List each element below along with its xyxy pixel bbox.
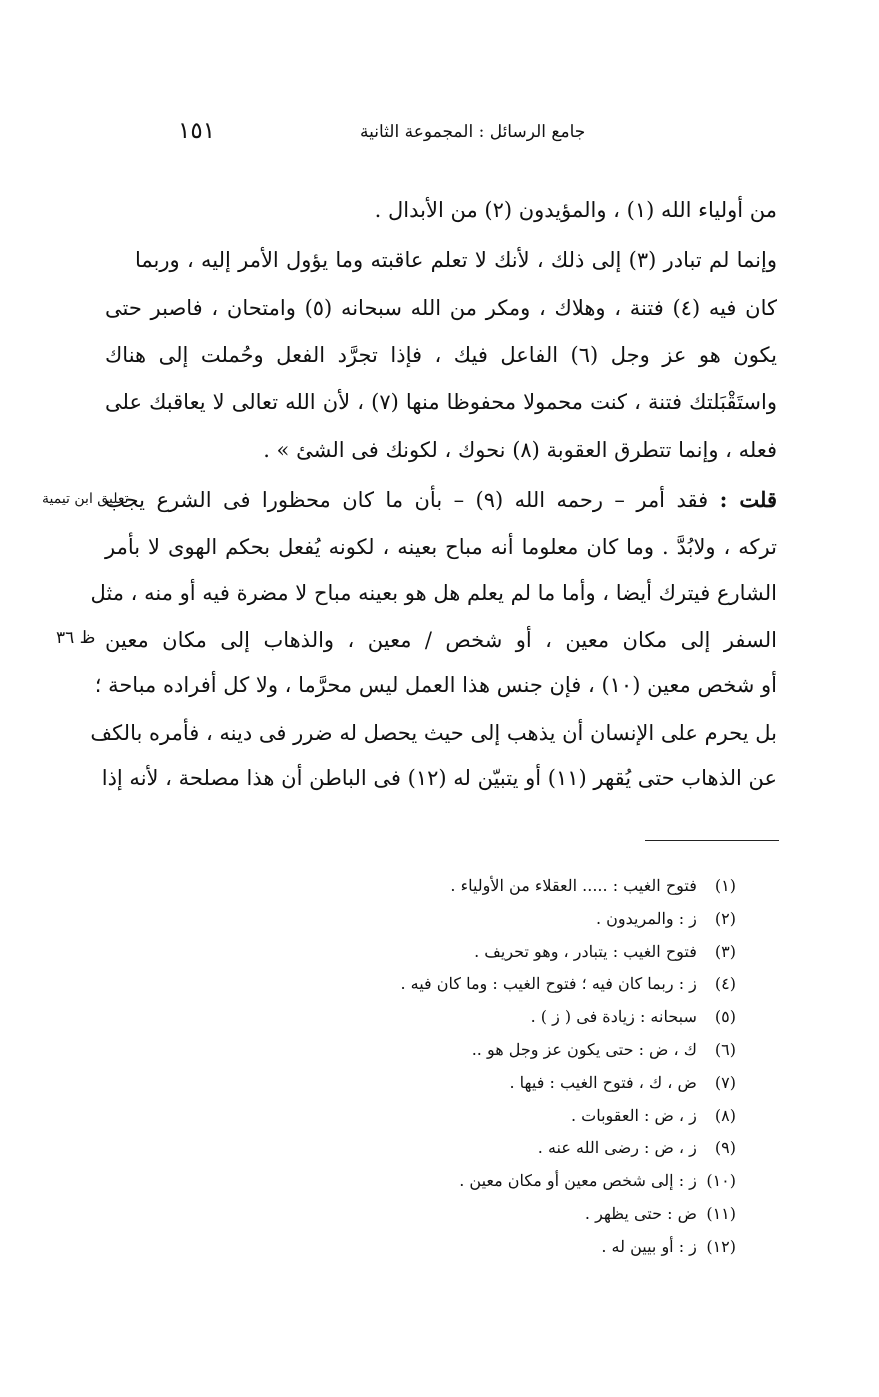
running-title: جامع الرسائل : المجموعة الثانية	[360, 122, 586, 142]
body-line: أو شخص معين (١٠) ، فإن جنس هذا العمل ليس محرَّما ، ولا كل أفراده مباحة ؛	[94, 673, 777, 697]
footnote-number: (١٢)	[706, 1236, 736, 1256]
footnote	[316, 1165, 736, 1198]
footnote-text: سبحانه : زيادة فى ( ز ) .	[530, 1007, 697, 1027]
running-head	[0, 118, 879, 148]
footnote-number: (٤)	[714, 974, 736, 994]
margin-manuscript-ref: ظ ٣٦	[56, 628, 96, 648]
footnote	[316, 1100, 736, 1133]
page-number: ١٥١	[178, 118, 216, 144]
footnote-text: ز : إلى شخص معين أو مكان معين .	[459, 1171, 697, 1191]
footnote	[316, 936, 736, 969]
footnotes	[316, 870, 736, 1264]
margin-commentary-note: تعليق ابن تيمية	[42, 491, 129, 507]
footnote-number: (٣)	[714, 941, 736, 961]
footnote-text: فتوح الغيب : ..... العقلاء من الأولياء .	[450, 876, 697, 895]
footnote	[316, 870, 736, 903]
body-line: عن الذهاب حتى يُقهر (١١) أو يتبيّن له (١٢) فى الباطن أن هذا مصلحة ، لأنه إذا	[101, 766, 777, 790]
lead-word: قلت :	[719, 487, 778, 512]
footnote	[316, 1231, 736, 1264]
footnote-text: ز : ربما كان فيه ؛ فتوح الغيب : وما كان فيه .	[400, 974, 697, 994]
footnote-text: ض ، ك ، فتوح الغيب : فيها .	[509, 1072, 697, 1092]
body-line: وإنما لم تبادر (٣) إلى ذلك ، لأنك لا تعلم عاقبته وما يؤول الأمر إليه ، وربما	[135, 248, 777, 272]
footnote	[316, 1132, 736, 1165]
body-line: فعله ، وإنما تتطرق العقوبة (٨) نحوك ، لكونك فى الشئ » .	[263, 438, 777, 462]
footnote-number: (٥)	[714, 1007, 736, 1027]
footnote-text: فتوح الغيب : يتبادر ، وهو تحريف .	[474, 941, 697, 961]
footnote-number: (١)	[714, 876, 736, 895]
footnote-text: ز ، ض : رضى الله عنه .	[537, 1138, 697, 1158]
footnote-number: (١١)	[706, 1203, 736, 1223]
footnote-text: ض : حتى يظهر .	[584, 1203, 697, 1223]
footnote-number: (٨)	[714, 1105, 736, 1125]
footnote	[316, 1067, 736, 1100]
footnote	[316, 903, 736, 936]
body-line: تركه ، ولابُدَّ . وما كان معلوما أنه مباح بعينه ، لكونه يُفعل بحكم الهوى لا بأمر	[105, 535, 777, 559]
footnote	[316, 1034, 736, 1067]
footnote-number: (٧)	[714, 1072, 736, 1092]
body-line: يكون هو عز وجل (٦) الفاعل فيك ، فإذا تجرَّد الفعل وحُملت إلى هناك	[105, 343, 777, 367]
footnote-text: ك ، ض : حتى يكون عز وجل هو ..	[471, 1039, 697, 1059]
footnote-text: ز ، ض : العقوبات .	[570, 1105, 697, 1125]
footnote-text: ز : والمريدون .	[595, 908, 697, 928]
footnote	[316, 1198, 736, 1231]
body-line: الشارع فيترك أيضا ، وأما ما لم يعلم هل هو بعينه مباح لا مضرة فيه أو منه ، مثل	[90, 581, 777, 605]
footnote-number: (٢)	[714, 908, 736, 928]
body-line	[105, 480, 777, 520]
footnote-text: ز : أو بيين له .	[601, 1236, 697, 1256]
footnote-separator	[645, 840, 779, 841]
footnote-number: (٦)	[714, 1039, 736, 1059]
footnote	[316, 968, 736, 1001]
body-line: واستَقْبَلتك فتنة ، كنت محمولا محفوظا منها (٧) ، لأن الله تعالى لا يعاقبك على	[105, 390, 777, 414]
body-line: كان فيه (٤) فتنة ، وهلاك ، ومكر من الله سبحانه (٥) وامتحان ، فاصبر حتى	[105, 296, 778, 320]
body-line-text: فقد أمر – رحمه الله (٩) – بأن ما كان محظورا فى الشرع يجب	[105, 488, 709, 512]
body-line: بل يحرم على الإنسان أن يذهب إلى حيث يحصل له ضرر فى دينه ، فأمره بالكف	[90, 721, 777, 745]
footnote	[316, 1001, 736, 1034]
footnote-number: (١٠)	[706, 1171, 736, 1191]
footnote-number: (٩)	[714, 1138, 736, 1158]
body-line: السفر إلى مكان معين ، أو شخص / معين ، والذهاب إلى مكان معين	[105, 628, 777, 652]
body-line: من أولياء الله (١) ، والمؤيدون (٢) من الأبدال .	[374, 198, 777, 222]
